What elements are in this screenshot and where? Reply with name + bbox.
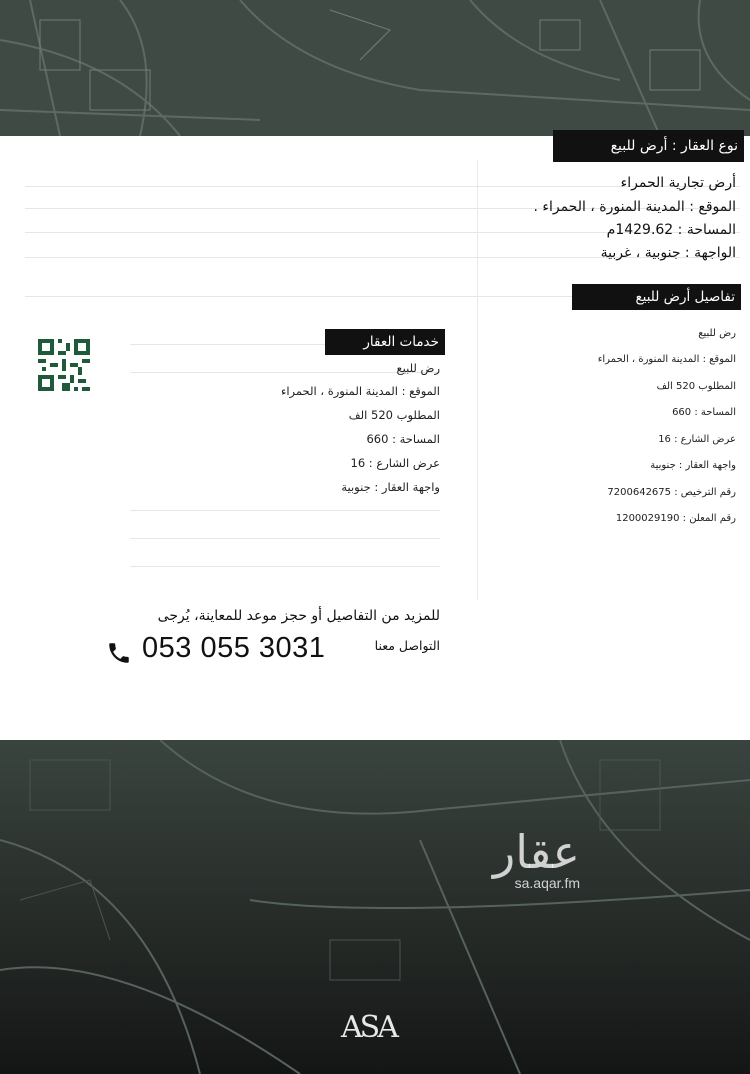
details-title: تفاصيل أرض للبيع bbox=[572, 284, 741, 310]
services-item: واجهة العقار : جنوبية bbox=[341, 480, 440, 494]
divider bbox=[130, 372, 440, 373]
qr-code bbox=[38, 339, 90, 391]
details-item: المطلوب 520 الف bbox=[656, 381, 736, 392]
divider bbox=[130, 510, 440, 511]
services-item: الموقع : المدينة المنورة ، الحمراء bbox=[280, 384, 440, 398]
services-item: المطلوب 520 الف bbox=[348, 408, 440, 422]
header-line: المساحة : 1429.62م bbox=[606, 222, 736, 238]
header-line: الواجهة : جنوبية ، غربية bbox=[600, 245, 736, 261]
property-type-label: نوع العقار : أرض للبيع bbox=[553, 130, 744, 162]
asa-logo: ASA bbox=[341, 1010, 396, 1045]
divider bbox=[130, 538, 440, 539]
divider bbox=[25, 296, 585, 297]
phone-number[interactable]: 053 055 3031 bbox=[142, 632, 326, 664]
details-item: الموقع : المدينة المنورة ، الحمراء bbox=[597, 354, 736, 365]
details-item: واجهة العقار : جنوبية bbox=[650, 460, 736, 471]
contact-line: التواصل معنا bbox=[374, 638, 440, 653]
details-item: عرض الشارع : 16 bbox=[658, 434, 736, 445]
details-item: المساحة : 660 bbox=[672, 407, 736, 418]
column-divider bbox=[477, 160, 478, 600]
header-line: الموقع : المدينة المنورة ، الحمراء . bbox=[533, 199, 736, 215]
phone-icon bbox=[106, 640, 132, 666]
aqar-watermark bbox=[465, 825, 580, 891]
services-item: رض للبيع bbox=[396, 361, 440, 375]
divider bbox=[130, 566, 440, 567]
header-line: أرض تجارية الحمراء bbox=[620, 175, 736, 191]
services-item: عرض الشارع : 16 bbox=[350, 456, 440, 470]
top-map-background bbox=[0, 0, 750, 136]
details-item: رقم الترخيص : 7200642675 bbox=[607, 487, 736, 498]
watermark-url: sa.aqar.fm bbox=[514, 875, 580, 891]
contact-line: للمزيد من التفاصيل أو حجز موعد للمعاينة، يُرجى bbox=[157, 608, 440, 624]
watermark-word: عقار bbox=[493, 825, 580, 879]
details-item: رض للبيع bbox=[698, 328, 736, 339]
divider bbox=[130, 344, 325, 345]
details-item: رقم المعلن : 1200029190 bbox=[615, 513, 736, 524]
services-item: المساحة : 660 bbox=[366, 432, 440, 446]
services-title: خدمات العقار bbox=[325, 329, 445, 355]
